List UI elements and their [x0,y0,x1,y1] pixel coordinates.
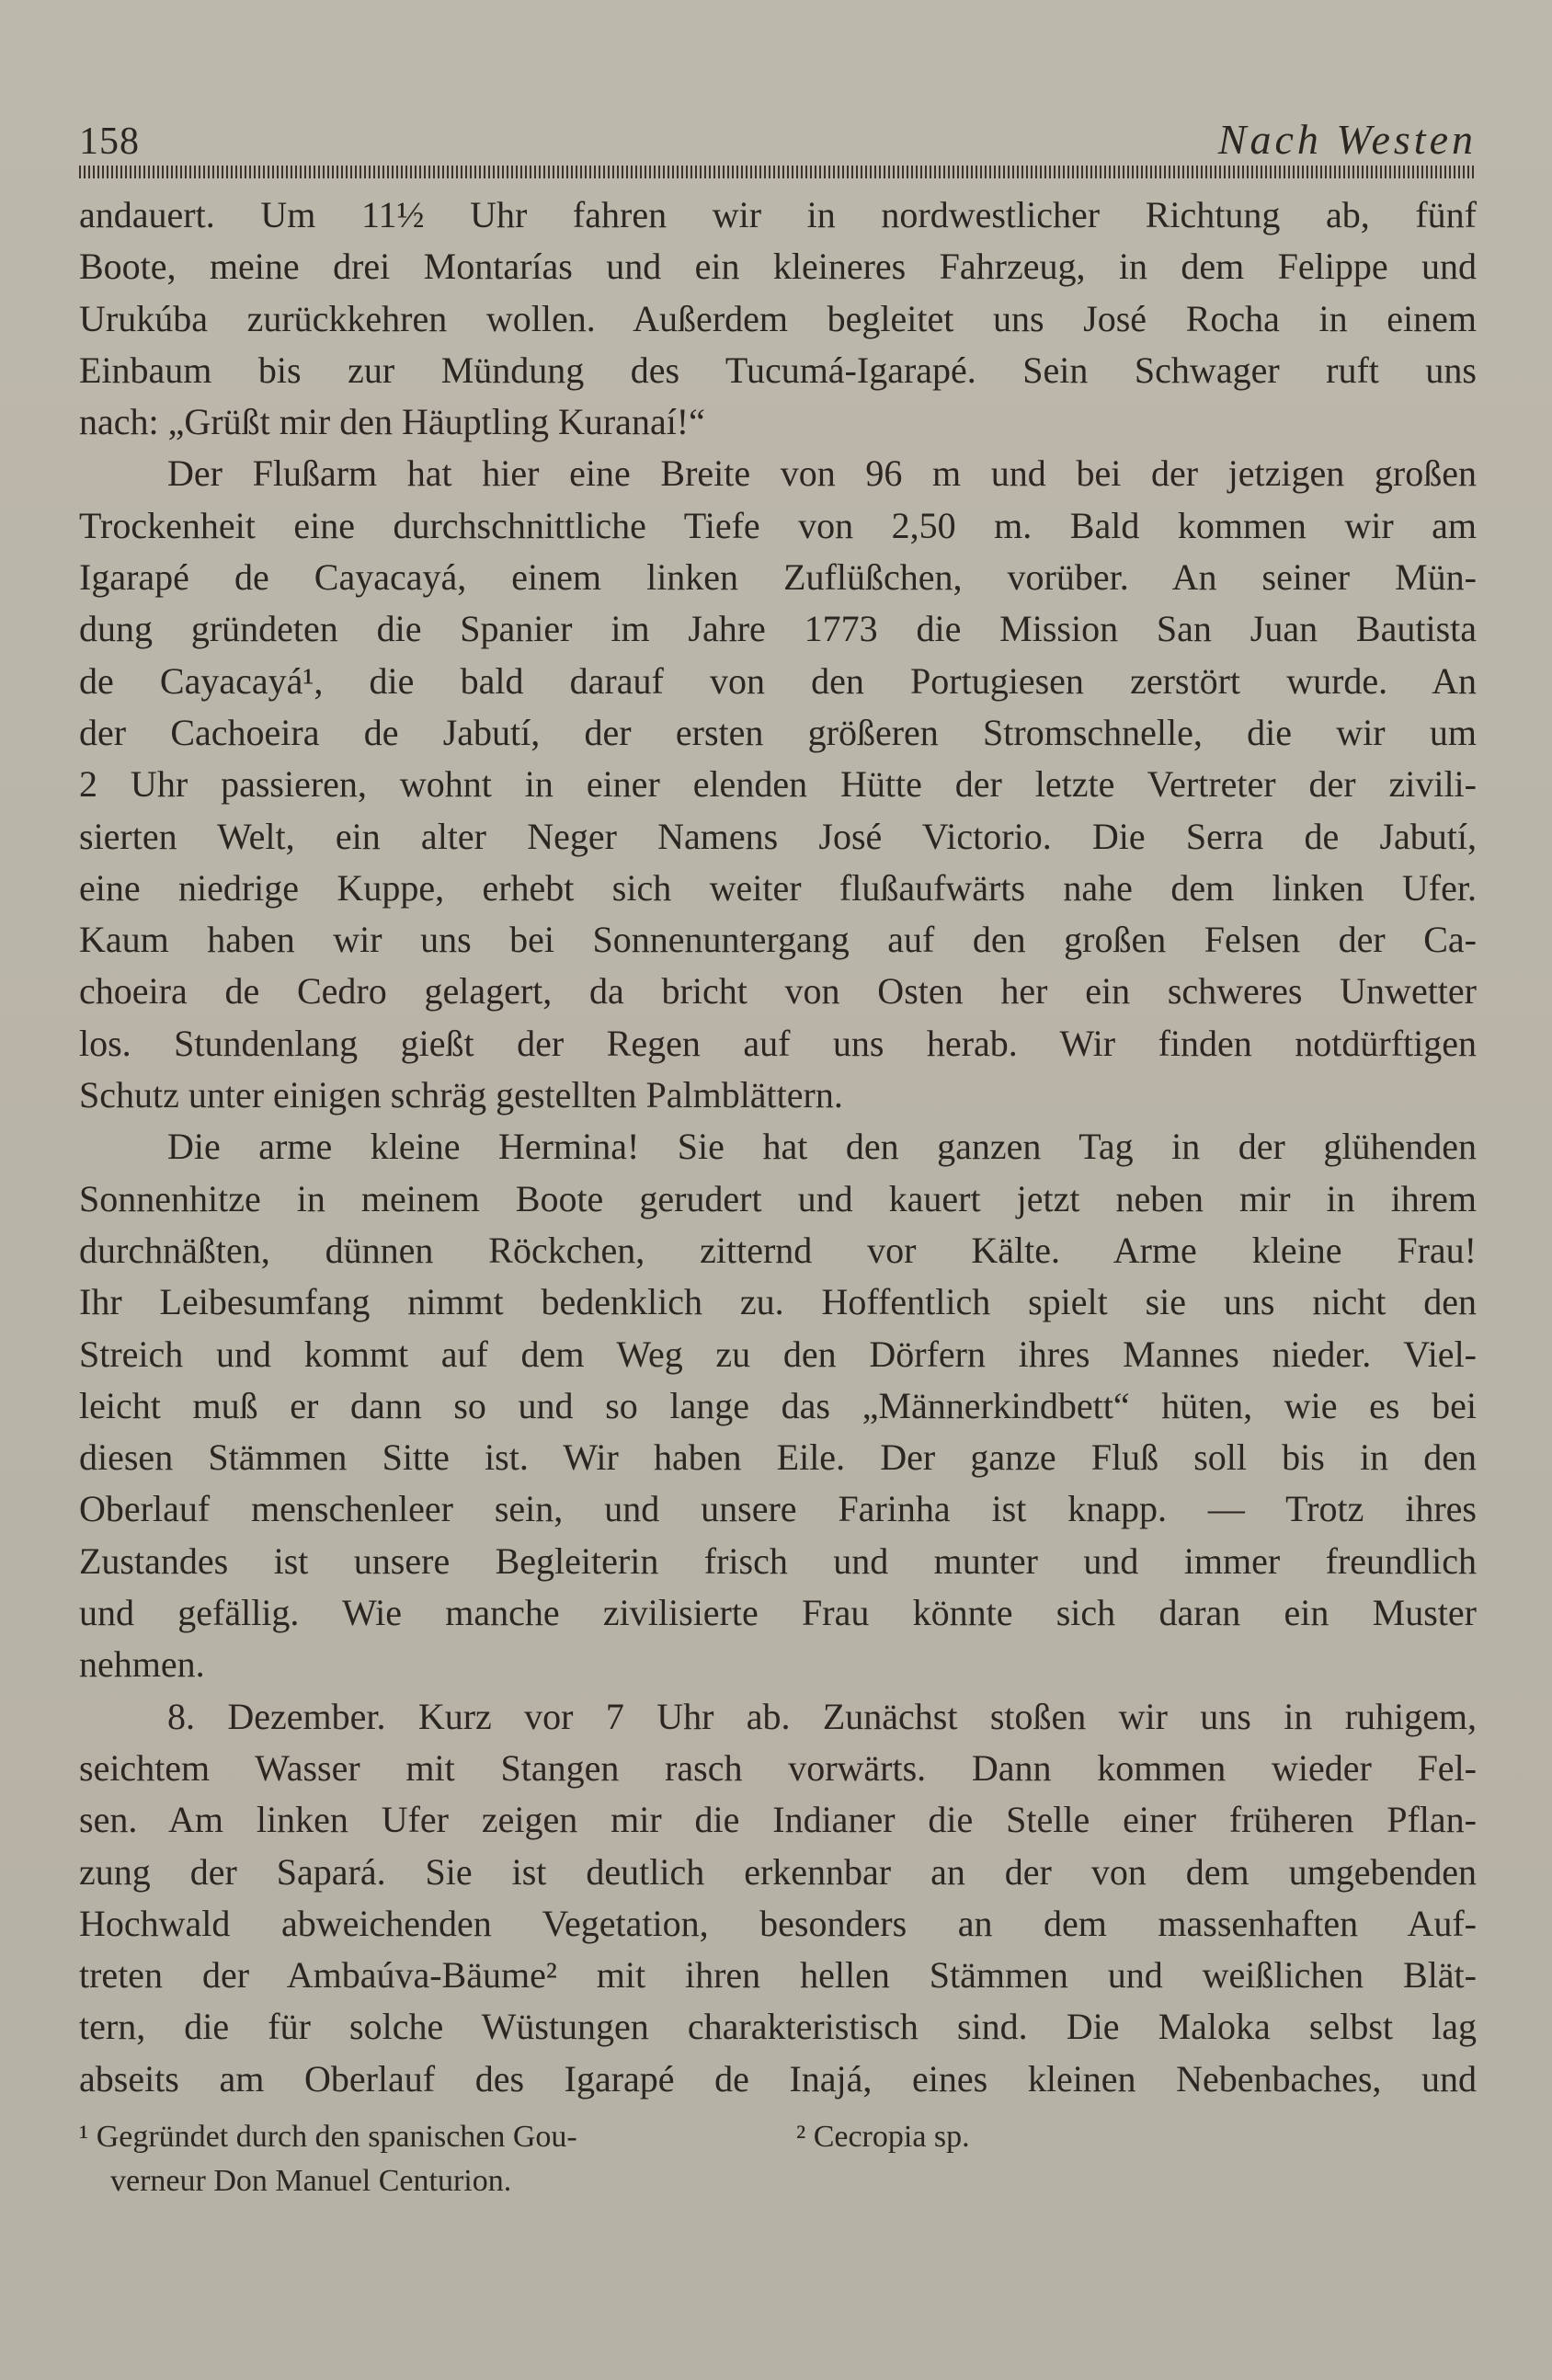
text-line: Die arme kleine Hermina! Sie hat den ganzen Tag in der glühenden [167,1126,1477,1168]
footnote-2 [796,2115,1348,2159]
text-line: nehmen. [79,1643,205,1686]
text-line: leicht muß er dann so und so lange das „Männerkindbett“ hüten, wie es bei [79,1384,1477,1426]
text-line: Trockenheit eine durchschnittliche Tiefe von 2,50 m. Bald kommen wir am [79,504,1477,546]
page-header [79,114,1477,166]
text-line: treten der Ambaúva-Bäume² mit ihren hellen Stämmen und weißlichen Blät- [79,1954,1477,1997]
text-line: Der Flußarm hat hier eine Breite von 96 m und bei der jetzigen großen [167,452,1477,495]
text-line: Boote, meine drei Montarías und ein kleineres Fahrzeug, in dem Felippe und [79,246,1477,288]
text-line: 8. Dezember. Kurz vor 7 Uhr ab. Zunächst stoßen wir uns in ruhigem, [167,1695,1477,1737]
text-line: diesen Stämmen Sitte ist. Wir haben Eile. Der ganze Fluß soll bis in den [79,1436,1477,1479]
text-line: Ihr Leibesumfang nimmt bedenklich zu. Hoffentlich spielt sie uns nicht den [79,1281,1477,1323]
text-line: 2 Uhr passieren, wohnt in einer elenden Hütte der letzte Vertreter der zivili- [79,763,1477,806]
text-line: sen. Am linken Ufer zeigen mir die Indianer die Stelle einer früheren Pflan- [79,1799,1477,1841]
text-line: dung gründeten die Spanier im Jahre 1773 die Mission San Juan Bautista [79,608,1477,650]
footnote-line: ¹ Gegründet durch den spanischen Gou- [79,2120,577,2154]
text-line: Igarapé de Cayacayá, einem linken Zuflüßchen, vorüber. An seiner Mün- [79,556,1477,599]
footnote-1 [79,2115,741,2203]
text-line: zung der Sapará. Sie ist deutlich erkennbar an der von dem umgebenden [79,1850,1477,1893]
page-number: 158 [79,120,140,163]
text-line: Einbaum bis zur Mündung des Tucumá-Igarapé. Sein Schwager ruft uns [79,349,1477,391]
text-line: nach: „Grüßt mir den Häuptling Kuranaí!“ [79,401,705,443]
footnote-line: verneur Don Manuel Centurion. [110,2164,512,2198]
text-line: sierten Welt, ein alter Neger Namens José Victorio. Die Serra de Jabutí, [79,815,1477,857]
text-line: seichtem Wasser mit Stangen rasch vorwärts. Dann kommen wieder Fel- [79,1746,1477,1789]
text-line: de Cayacayá¹, die bald darauf von den Portugiesen zerstört wurde. An [79,659,1477,702]
text-line: abseits am Oberlauf des Igarapé de Inajá, eines kleinen Nebenbaches, und [79,2057,1477,2100]
text-line: Schutz unter einigen schräg gestellten Palmblättern. [79,1074,843,1116]
text-line: andauert. Um 11½ Uhr fahren wir in nordwestlicher Richtung ab, fünf [79,194,1477,235]
text-line: Kaum haben wir uns bei Sonnenuntergang auf den großen Felsen der Ca- [79,919,1477,961]
text-line: der Cachoeira de Jabutí, der ersten größeren Stromschnelle, die wir um [79,711,1477,753]
text-line: durchnäßten, dünnen Röckchen, zitternd vor Kälte. Arme kleine Frau! [79,1229,1477,1271]
footnote-line: ² Cecropia sp. [796,2120,970,2154]
running-title: Nach Westen [1217,116,1477,163]
text-line: und gefällig. Wie manche zivilisierte Frau könnte sich daran ein Muster [79,1592,1477,1634]
text-line: Zustandes ist unsere Begleiterin frisch und munter und immer freundlich [79,1539,1477,1582]
text-line: Sonnenhitze in meinem Boote gerudert und kauert jetzt neben mir in ihrem [79,1177,1477,1219]
text-line: Urukúba zurückkehren wollen. Außerdem begleitet uns José Rocha in einem [79,297,1477,339]
text-line: eine niedrige Kuppe, erhebt sich weiter flußaufwärts nahe dem linken Ufer. [79,866,1477,909]
text-line: los. Stundenlang gießt der Regen auf uns herab. Wir finden notdürftigen [79,1022,1477,1064]
body-text [79,189,1477,2105]
text-line: Streich und kommt auf dem Weg zu den Dörfern ihres Mannes nieder. Viel- [79,1333,1477,1375]
text-line: tern, die für solche Wüstungen charakteristisch sind. Die Maloka selbst lag [79,2006,1477,2048]
text-line: Hochwald abweichenden Vegetation, besonders an dem massenhaften Auf- [79,1902,1477,1944]
text-line: Oberlauf menschenleer sein, und unsere Farinha ist knapp. — Trotz ihres [79,1488,1477,1530]
text-line: choeira de Cedro gelagert, da bricht von Osten her ein schweres Unwetter [79,970,1477,1013]
header-rule [79,166,1477,178]
